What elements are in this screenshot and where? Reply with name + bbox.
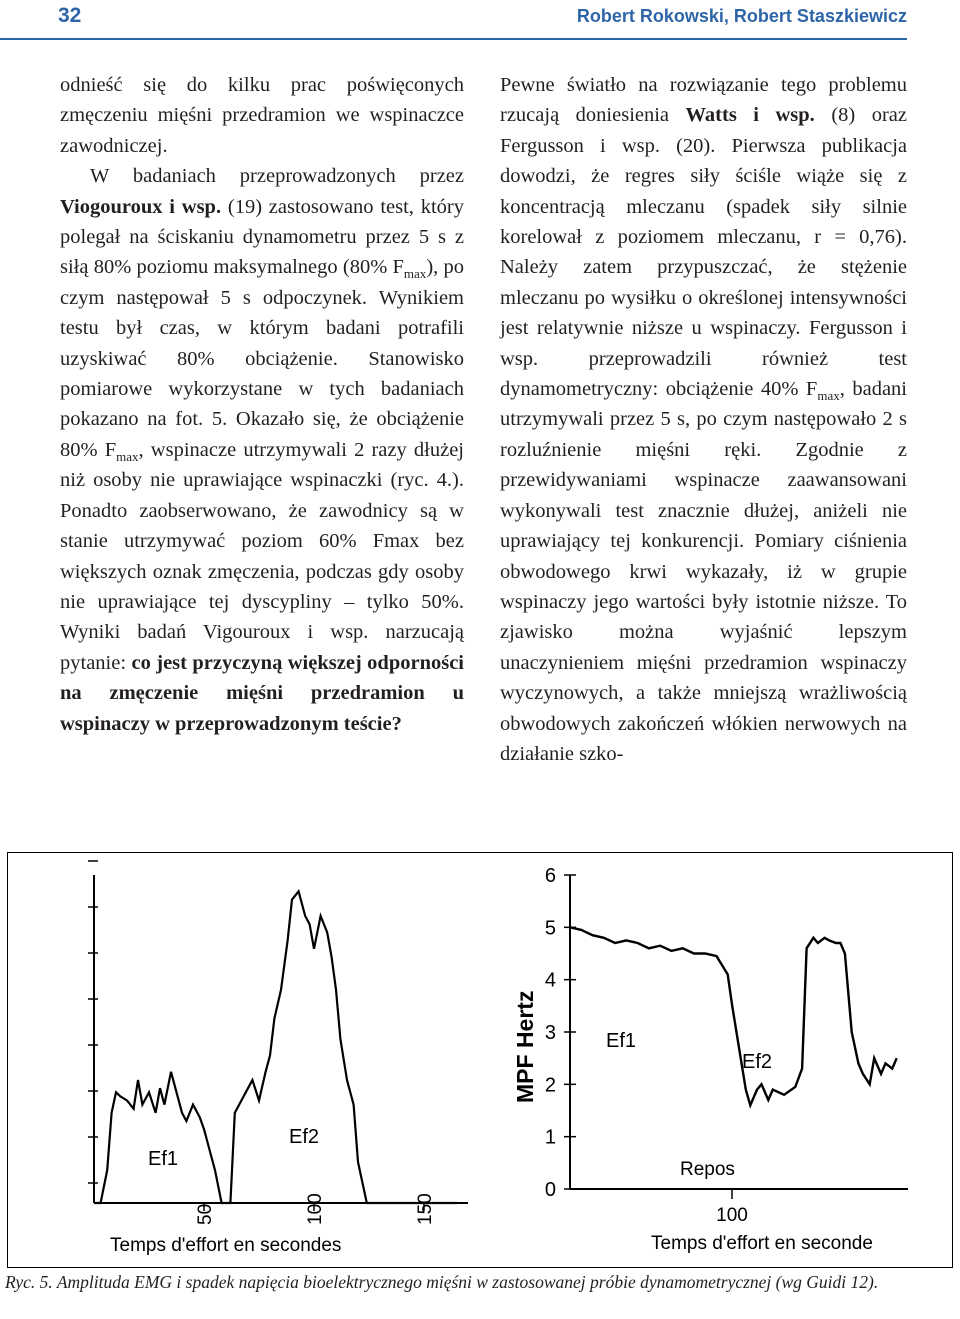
- right-x-tick-label: 100: [716, 1205, 748, 1226]
- left-column: [60, 70, 464, 739]
- header-rule: [0, 38, 907, 40]
- right-x-ticks: [716, 1189, 748, 1226]
- left-x-tick-label: 100: [305, 1193, 326, 1225]
- right-y-tick-label: 2: [544, 1074, 556, 1097]
- left-x-tick-label: 50: [195, 1203, 216, 1225]
- subscript: max: [116, 448, 139, 464]
- right-series-line: [570, 927, 897, 1105]
- citation-bold: Watts i wsp.: [685, 104, 815, 127]
- right-annotation-repos: Repos: [680, 1159, 735, 1180]
- right-annotation-ef1: Ef1: [606, 1030, 637, 1052]
- page-header: [0, 0, 960, 40]
- left-x-tick-label: 150: [415, 1193, 436, 1225]
- page-number: 32: [58, 4, 82, 27]
- text-run: W badaniach przeprowadzonych przez: [90, 165, 464, 188]
- figure-caption: Ryc. 5. Amplituda EMG i spadek napięcia bioelektrycznego mięśni w zastosowanej próbie dynamometrycznej (wg Guidi 12).: [5, 1272, 879, 1292]
- text-run: ), po czym następował 5 s odpoczynek. Wynikiem testu był czas, w którym badani potrafili uzyskiwać 80% obciążenie. Stanowisko pomiarowe wykorzystane w tych badaniach pokazano na fot. 5. Okazało się, że obciążenie 80% F: [60, 256, 465, 461]
- right-annotation-ef2: Ef2: [742, 1051, 773, 1073]
- question-bold: co jest przyczyną większej odporności na zmęczenie mięśni przedramion u wspinaczy w przeprowadzonym teście?: [60, 651, 464, 735]
- text-run: (8) oraz Fergusson i wsp. (20). Pierwsza publikacja dowodzi, że regres siły ściśle wiąże się z koncentracją mleczanu (spadek siły silnie korelował z poziomem mleczanu, r = 0,76). Należy zatem przypuszczać, że stężenie mleczanu po wysiłku o określonej intensywności jest relatywnie niższe u wspinaczy. Fergusson i wsp. przeprowadzili również test dynamometryczny: obciążenie 40% F: [500, 104, 907, 401]
- left-annotation-ef2: Ef2: [289, 1126, 320, 1148]
- text-run: (19) zastosowano test, który polegał na ściskaniu dynamometru przez 5 s z siłą 80% poziomu maksymalnego (80% F: [60, 195, 464, 279]
- right-y-ticks: [545, 865, 576, 1201]
- figure-5: [7, 852, 953, 1268]
- right-y-tick-label: 3: [544, 1022, 556, 1044]
- right-column: [500, 70, 907, 769]
- running-header-authors: Robert Rokowski, Robert Staszkiewicz: [576, 6, 907, 26]
- right-y-tick-label: 1: [544, 1126, 556, 1149]
- subscript: max: [403, 266, 427, 282]
- text-run: , wspinacze utrzymywali 2 razy dłużej niż osoby nie uprawiające wspinaczki (ryc. 4.). Ponadto zaobserwowano, że zawodnicy są w stanie utrzymywać poziom 60% Fmax bez większych oznak zmęczenia, podczas gdy osoby nie uprawiające tej dyscypliny – tylko 50%. Wyniki badań Vigouroux i wsp. narzucają pytanie:: [60, 438, 464, 674]
- subscript: max: [817, 388, 840, 404]
- paragraph-1: odnieść się do kilku prac poświęconych zmęczeniu mięśni przedramion we wspinaczce zawodniczej.: [60, 74, 464, 157]
- citation-bold: Viogouroux i wsp.: [60, 195, 222, 218]
- right-y-axis-label: MPF Hertz: [512, 990, 538, 1103]
- left-annotation-ef1: Ef1: [148, 1148, 179, 1170]
- left-x-axis-label: Temps d'effort en secondes: [110, 1235, 342, 1256]
- text-run: Pewne światło na rozwiązanie tego problemu rzucają doniesienia: [500, 74, 907, 127]
- right-y-tick-label: 0: [544, 1179, 556, 1201]
- paragraph-2: [60, 161, 464, 739]
- right-x-axis-label: Temps d'effort en seconde: [651, 1233, 873, 1254]
- text-run: , badani utrzymywali przez 5 s, po czym następowało 2 s rozluźnienie mięśni ręki. Zgodnie z przewidywaniami wspinacze zaawansowani wykonywali test znacznie dłużej, aniżeli nie uprawiający tej konkurencji. Pomiary ciśnienia obwodowego krwi wykazały, iż w grupie wspinaczy jego wartości były istotnie niższe. To zjawisko można wyjaśnić lepszym unaczynieniem mięśni przedramion wspinaczy wyczynowych, a także mniejszą wrażliwością obwodowych zakończeń włókien nerwowych na działanie szko-: [500, 378, 907, 765]
- paragraph-3: [500, 70, 907, 769]
- right-y-tick-label: 5: [544, 917, 556, 940]
- right-y-tick-label: 4: [544, 969, 556, 992]
- figure-svg: [8, 853, 951, 1266]
- right-y-tick-label: 6: [544, 865, 556, 887]
